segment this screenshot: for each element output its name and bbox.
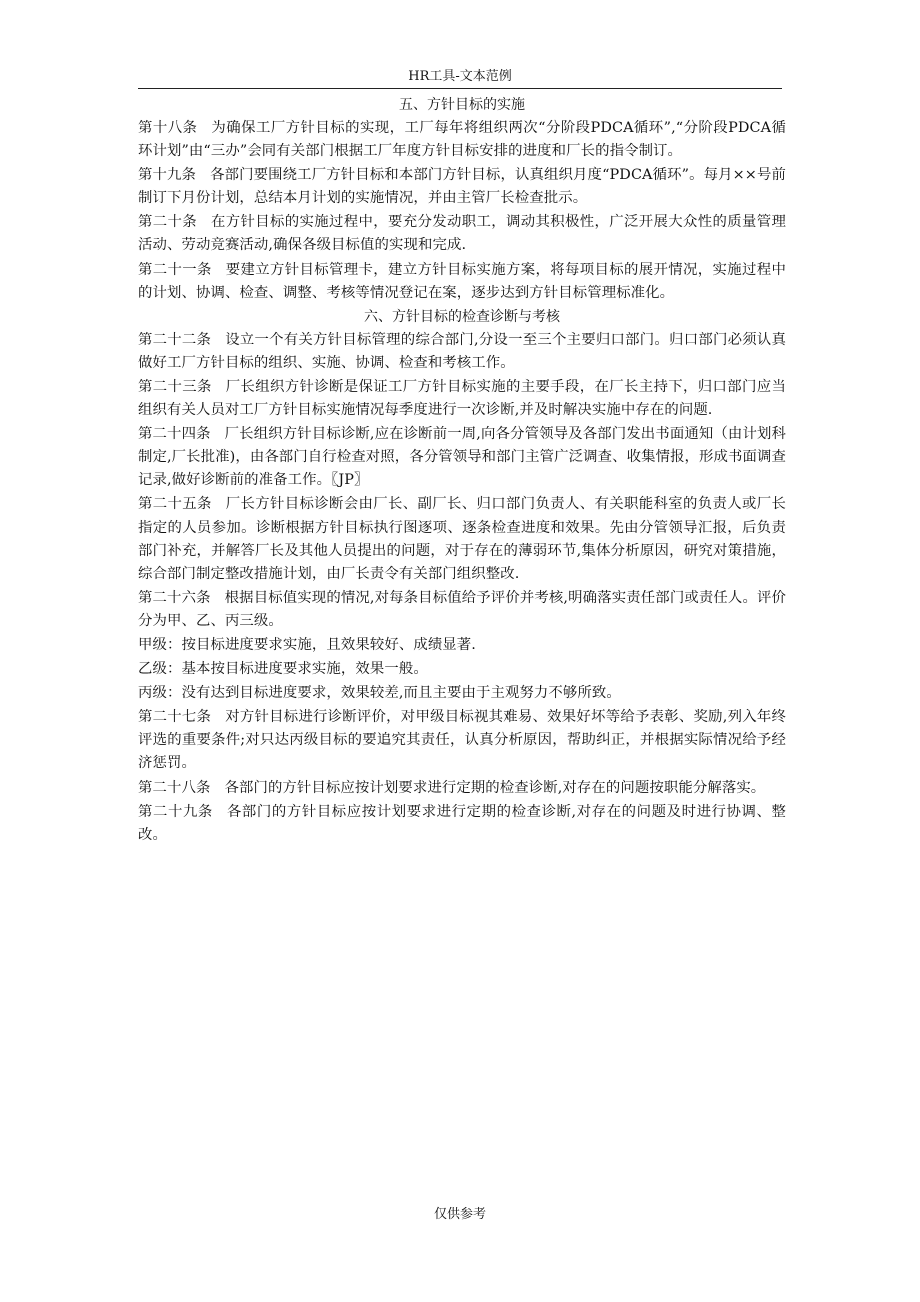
article-text: 厂长组织方针诊断是保证工厂方针目标实施的主要手段，在厂长主持下，归口部门应当组织有关人员对工厂方针目标实施情况每季度进行一次诊断,并及时解决实施中存在的问题. <box>138 378 786 419</box>
grade-a: 甲级：按目标进度要求实施，且效果较好、成绩显著. <box>138 636 476 653</box>
article-text: 要建立方针目标管理卡，建立方针目标实施方案，将每项目标的展开情况，实施过程中的计划、协调、检查、调整、考核等情况登记在案，逐步达到方针目标管理标准化。 <box>138 261 786 301</box>
article-text: 厂长方针目标诊断会由厂长、副厂长、归口部门负责人、有关职能科室的负责人或厂长指定的人员参加。诊断根据方针目标执行图逐项、逐条检查进度和效果。先由分管领导汇报，后负责部门补充，并解答厂长及其他人员提出的问题，对于存在的薄弱环节,集体分析原因，研究对策措施，综合部门制定整改措施计划，由厂长责令有关部门组织整改. <box>138 496 786 582</box>
article-24 <box>138 423 786 492</box>
article-28 <box>138 777 786 800</box>
article-27 <box>138 706 786 775</box>
article-23 <box>138 376 786 422</box>
article-text: 设立一个有关方针目标管理的综合部门,分设一至三个主要归口部门。归口部门必须认真做好工厂方针目标的组织、实施、协调、检查和考核工作。 <box>138 331 786 371</box>
page-footer: 仅供参考 <box>433 1207 486 1222</box>
article-number: 第二十六条 <box>138 589 211 606</box>
article-number: 第十九条 <box>138 167 197 184</box>
grade-b: 乙级：基本按目标进度要求实施，效果一般。 <box>138 661 428 678</box>
page-header: HR工具-文本范例 <box>408 69 512 84</box>
article-26 <box>138 587 786 633</box>
article-number: 第二十三条 <box>138 378 212 395</box>
document-body <box>138 94 786 848</box>
article-text: 厂长组织方针目标诊断,应在诊断前一周,向各分管领导及各部门发出书面通知（由计划科制定,厂长批准)，由各部门自行检查对照，各分管领导和部门主管广泛调查、收集情报，形成书面调查记录,做好诊断前的准备工作。〖JP〗 <box>138 426 786 489</box>
article-25 <box>138 493 786 585</box>
section-5-title: 五、方针目标的实施 <box>399 97 525 113</box>
article-19 <box>138 164 786 210</box>
article-18 <box>138 117 786 163</box>
article-number: 第二十一条 <box>138 261 212 278</box>
article-number: 第十八条 <box>138 120 198 136</box>
article-number: 第二十八条 <box>138 779 211 796</box>
article-text: 各部门的方针目标应按计划要求进行定期的检查诊断,对存在的问题及时进行协调、整改。 <box>138 803 786 843</box>
article-text: 各部门的方针目标应按计划要求进行定期的检查诊断,对存在的问题按职能分解落实。 <box>224 779 766 796</box>
article-number: 第二十四条 <box>138 426 211 443</box>
article-number: 第二十二条 <box>138 331 212 348</box>
article-number: 第二十九条 <box>138 803 213 820</box>
grade-c: 丙级：没有达到目标进度要求，效果较差,而且主要由于主观努力不够所致。 <box>138 685 621 702</box>
article-number: 第二十条 <box>138 214 197 231</box>
article-20 <box>138 211 786 257</box>
article-text: 为确保工厂方针目标的实现，工厂每年将组织两次“分阶段PDCA循环”,“分阶段PDCA循环计划”由“三办”会同有关部门根据工厂年度方针目标安排的进度和厂长的指令制订。 <box>138 120 787 160</box>
article-text: 对方针目标进行诊断评价，对甲级目标视其难易、效果好坏等给予表彰、奖励,列入年终评选的重要条件;对只达丙级目标的要追究其责任，认真分析原因，帮助纠正，并根据实际情况给予经济惩罚。 <box>138 709 786 772</box>
article-text: 在方针目标的实施过程中，要充分发动职工，调动其积极性，广泛开展大众性的质量管理活动、劳动竞赛活动,确保各级目标值的实现和完成. <box>138 214 786 254</box>
article-number: 第二十五条 <box>138 496 212 513</box>
article-21 <box>138 259 786 305</box>
article-29 <box>138 801 786 847</box>
article-number: 第二十七条 <box>138 709 212 726</box>
section-6-title: 六、方针目标的检查诊断与考核 <box>364 308 560 325</box>
article-22 <box>138 329 786 375</box>
article-text: 根据目标值实现的情况,对每条目标值给予评价并考核,明确落实责任部门或责任人。评价分为甲、乙、丙三级。 <box>138 589 786 629</box>
header-divider <box>138 88 782 89</box>
article-text: 各部门要围绕工厂方针目标和本部门方针目标，认真组织月度“PDCA循环”。每月××号前制订下月份计划，总结本月计划的实施情况，并由主管厂长检查批示。 <box>138 167 786 207</box>
